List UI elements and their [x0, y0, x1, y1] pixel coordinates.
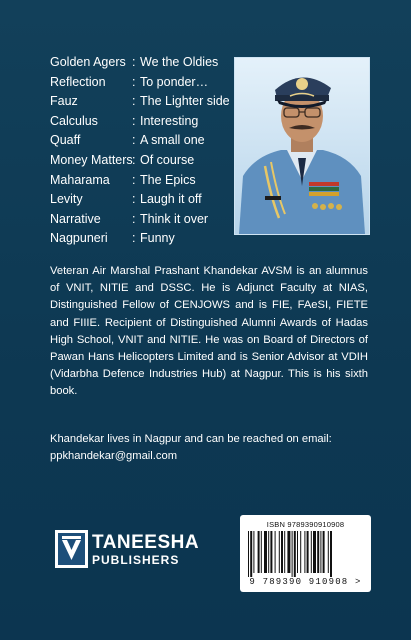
chapter-description: The Lighter side	[140, 94, 230, 109]
barcode-bar	[307, 531, 309, 573]
chapter-row	[50, 210, 240, 230]
chapter-separator: :	[132, 231, 136, 246]
publisher-emblem-icon	[55, 530, 88, 568]
chapter-separator: :	[132, 113, 136, 128]
chapter-row	[50, 92, 240, 112]
chapter-separator: :	[132, 192, 136, 207]
chapter-title: Maharama	[50, 172, 110, 187]
chapter-row	[50, 73, 240, 93]
barcode-bar	[328, 531, 329, 573]
barcode-bar	[292, 531, 293, 577]
chapter-row	[50, 112, 240, 132]
author-email[interactable]: ppkhandekar@gmail.com	[50, 450, 178, 463]
chapter-separator: :	[132, 172, 136, 187]
chapter-row	[50, 171, 240, 191]
chapter-separator: :	[132, 133, 136, 148]
barcode-bar	[297, 531, 298, 573]
chapter-description: Interesting	[140, 113, 199, 128]
chapter-separator: :	[132, 94, 136, 109]
chapter-row	[50, 53, 240, 73]
chapter-description: Laugh it off	[140, 192, 202, 207]
barcode-bar	[253, 531, 254, 573]
barcode-bar	[279, 531, 280, 573]
barcode-bar	[294, 531, 296, 577]
author-portrait-image	[235, 58, 369, 234]
publisher-name: TANEESHA	[92, 532, 200, 553]
chapter-description: A small one	[140, 133, 205, 148]
chapter-separator: :	[132, 152, 136, 167]
chapter-title: Golden Agers	[50, 55, 126, 69]
barcode-bar	[258, 531, 260, 573]
barcode-bar	[304, 531, 305, 573]
chapter-description: The Epics	[140, 172, 196, 187]
barcode-bar	[284, 531, 285, 573]
chapter-description: We the Oldies	[140, 55, 219, 69]
chapter-description: To ponder…	[140, 74, 209, 89]
barcode-graphic	[246, 531, 365, 577]
barcode-bar	[264, 531, 267, 573]
chapter-title: Levity	[50, 192, 83, 207]
barcode-bar	[261, 531, 262, 573]
barcode-bar	[313, 531, 316, 573]
barcode-bar	[300, 531, 301, 573]
chapter-title: Quaff	[50, 133, 81, 148]
chapter-separator: :	[132, 74, 136, 89]
chapter-description: Think it over	[140, 211, 209, 226]
publisher-logo	[55, 530, 225, 570]
barcode-bar	[311, 531, 312, 573]
chapter-row	[50, 131, 240, 151]
barcode-bar	[320, 531, 321, 573]
publisher-subtitle: PUBLISHERS	[92, 553, 180, 567]
barcode-bar	[268, 531, 269, 573]
author-photo	[234, 57, 370, 235]
chapter-title: Reflection	[50, 74, 106, 89]
chapter-row	[50, 151, 240, 171]
chapter-separator: :	[132, 211, 136, 226]
chapter-title: Narrative	[50, 211, 101, 226]
barcode-bar	[281, 531, 283, 573]
barcode-bar	[330, 531, 332, 577]
chapter-separator: :	[132, 55, 136, 69]
chapter-description: Funny	[140, 231, 175, 246]
chapter-list	[50, 53, 240, 249]
contact-text: Khandekar lives in Nagpur and can be reached on email:	[50, 433, 332, 445]
ean-digits: 9 789390 910908 >	[249, 577, 362, 587]
chapter-title: Money Matters	[50, 152, 133, 167]
barcode-bar	[250, 531, 252, 577]
barcode-bar	[270, 531, 272, 573]
chapter-row	[50, 190, 240, 210]
barcode-bar	[287, 531, 290, 573]
author-bio: Veteran Air Marshal Prashant Khandekar AVSM is an alumnus of VNIT, NITIE and DSSC. He is Adjunct Faculty at NIAS, Distinguished Fellow of CENJOWS and is FIE, FAeSI, FIETE and FIIIE. Recipient of Distinguished Alumni Awards of Hadas High School, VNIT and NITIE. He was on Board of Directors of Pawan Hans Helicopters Limited and is Senior Advisor at VDIH (Vidarbha Defence Industries Hub) at Nagpur. This is his sixth book.	[50, 265, 368, 398]
barcode-panel	[240, 515, 371, 592]
barcode-bar	[323, 531, 325, 573]
author-contact	[50, 431, 368, 465]
chapter-row	[50, 229, 240, 249]
chapter-title: Calculus	[50, 113, 98, 128]
barcode-bar	[317, 531, 319, 573]
chapter-description: Of course	[140, 152, 195, 167]
barcode-bar	[248, 531, 249, 577]
chapter-title: Fauz	[50, 94, 78, 109]
chapter-title: Nagpuneri	[50, 231, 108, 246]
barcode-bar	[275, 531, 276, 573]
isbn-label: ISBN 9789390910908	[266, 520, 345, 529]
